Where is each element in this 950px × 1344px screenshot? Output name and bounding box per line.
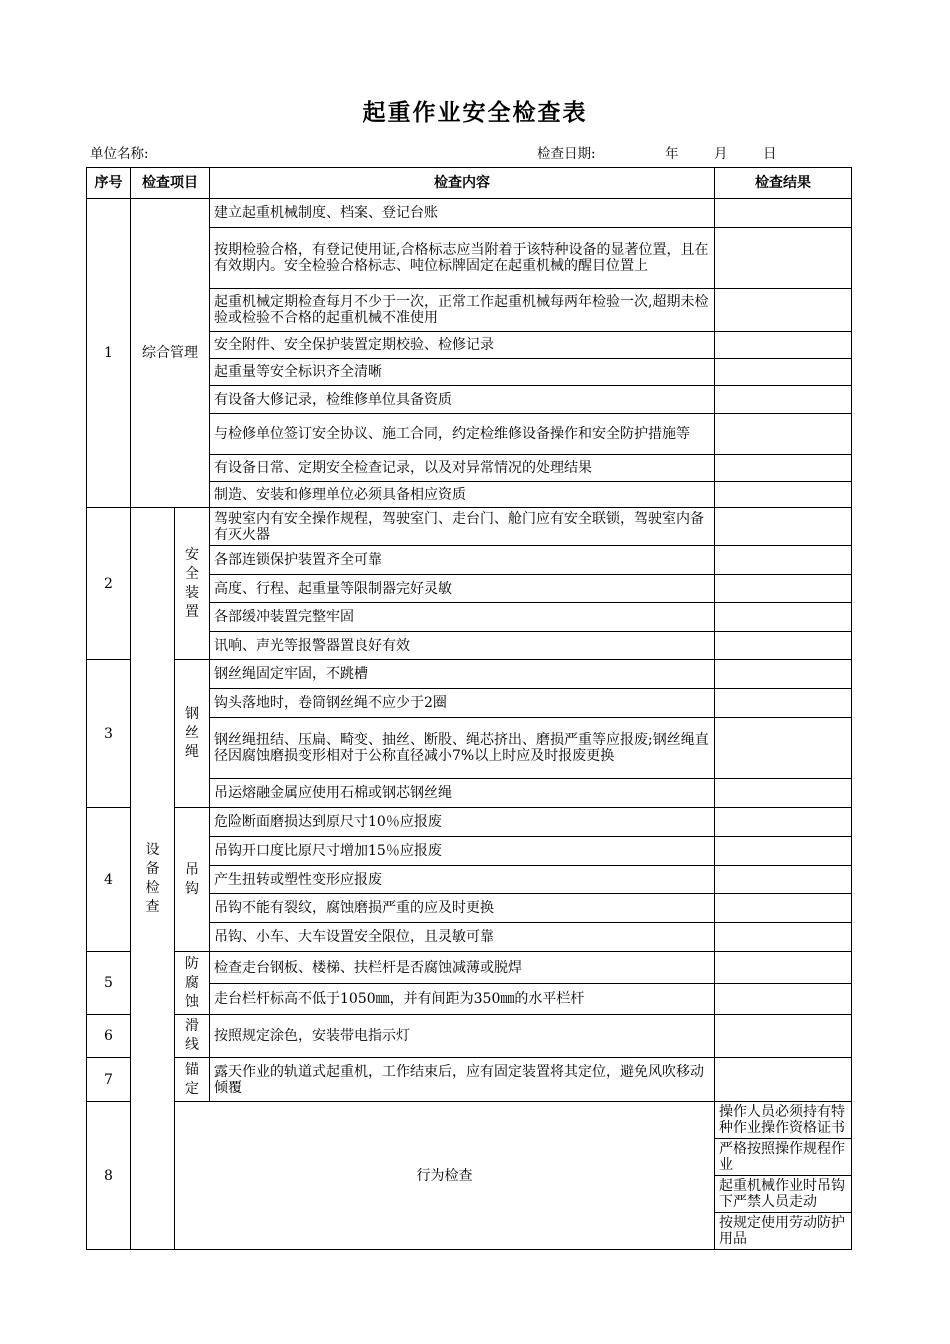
result-cell[interactable] (715, 866, 852, 894)
group-5-number: 5 (87, 952, 131, 1015)
result-cell[interactable] (715, 837, 852, 866)
result-cell[interactable] (715, 1015, 852, 1058)
col-header-no: 序号 (87, 168, 131, 199)
check-content: 安全附件、安全保护装置定期校验、检修记录 (210, 332, 715, 359)
result-cell[interactable] (715, 779, 852, 808)
check-content: 检查走台钢板、楼梯、扶栏杆是否腐蚀减薄或脱焊 (210, 952, 715, 984)
check-content: 吊钩开口度比原尺寸增加15％应报废 (210, 837, 715, 866)
check-content: 有设备日常、定期安全检查记录，以及对异常情况的处理结果 (210, 455, 715, 482)
result-cell[interactable] (715, 289, 852, 332)
check-content: 各部缓冲装置完整牢固 (210, 603, 715, 632)
month-label: 月 (714, 146, 728, 162)
result-cell[interactable] (715, 632, 852, 660)
result-cell[interactable] (715, 228, 852, 289)
sub-item-anticorrosion: 防腐蚀 (175, 952, 210, 1015)
check-content: 建立起重机械制度、档案、登记台账 (210, 199, 715, 228)
result-cell[interactable] (715, 546, 852, 575)
check-content: 有设备大修记录，检维修单位具备资质 (210, 386, 715, 414)
check-content: 吊钩、小车、大车设置安全限位，且灵敏可靠 (210, 923, 715, 952)
col-header-item: 检查项目 (131, 168, 210, 199)
group-8-item: 行为检查 (175, 1102, 715, 1250)
result-cell[interactable] (715, 332, 852, 359)
result-cell[interactable] (715, 603, 852, 632)
result-cell[interactable] (715, 482, 852, 508)
check-content: 危险断面磨损达到原尺寸10％应报废 (210, 808, 715, 837)
result-cell[interactable] (715, 923, 852, 952)
group-1-number: 1 (87, 199, 131, 508)
result-cell[interactable] (715, 455, 852, 482)
result-cell[interactable] (715, 359, 852, 386)
check-content: 吊钩不能有裂纹，腐蚀磨损严重的应及时更换 (210, 894, 715, 923)
check-content: 按规定使用劳动防护用品 (715, 1213, 852, 1250)
page-title: 起重作业安全检查表 (362, 100, 588, 126)
check-content: 起重机械作业时吊钩下严禁人员走动 (715, 1176, 852, 1213)
check-content: 起重量等安全标识齐全清晰 (210, 359, 715, 386)
sub-item-anchoring: 锚定 (175, 1058, 210, 1102)
check-content: 按期检验合格，有登记使用证,合格标志应当附着于该特种设备的显著位置，且在有效期内。安全检验合格标志、吨位标牌固定在起重机械的醒目位置上 (210, 228, 715, 289)
result-cell[interactable] (715, 414, 852, 455)
check-content: 钢丝绳扭结、压扁、畸变、抽丝、断股、绳芯挤出、磨损严重等应报废;钢丝绳直径因腐蚀磨损变形相对于公称直径减小7%以上时应及时报废更换 (210, 718, 715, 779)
result-cell[interactable] (715, 660, 852, 689)
sub-item-wire-rope: 钢丝绳 (175, 660, 210, 808)
result-cell[interactable] (715, 894, 852, 923)
result-cell[interactable] (715, 508, 852, 546)
result-cell[interactable] (715, 952, 852, 984)
sub-item-trolley-line: 滑线 (175, 1015, 210, 1058)
check-content: 操作人员必须持有特种作业操作资格证书 (715, 1102, 852, 1139)
result-cell[interactable] (715, 689, 852, 718)
result-cell[interactable] (715, 386, 852, 414)
check-date-label: 检查日期: (537, 146, 596, 162)
check-content: 高度、行程、起重量等限制器完好灵敏 (210, 575, 715, 603)
unit-name-label: 单位名称: (90, 146, 149, 162)
result-cell[interactable] (715, 199, 852, 228)
check-content: 吊运熔融金属应使用石棉或钢芯钢丝绳 (210, 779, 715, 808)
result-cell[interactable] (715, 808, 852, 837)
result-cell[interactable] (715, 575, 852, 603)
check-content: 按照规定涂色，安装带电指示灯 (210, 1015, 715, 1058)
check-content: 与检修单位签订安全协议、施工合同，约定检维修设备操作和安全防护措施等 (210, 414, 715, 455)
sub-item-safety-device: 安全装置 (175, 508, 210, 660)
group-3-number: 3 (87, 660, 131, 808)
group-8-number: 8 (87, 1102, 131, 1250)
col-header-result: 检查结果 (715, 168, 852, 199)
check-content: 各部连锁保护装置齐全可靠 (210, 546, 715, 575)
check-content: 严格按照操作规程作业 (715, 1139, 852, 1176)
result-cell[interactable] (715, 984, 852, 1015)
equipment-check-label: 设备检查 (131, 508, 175, 1250)
day-label: 日 (763, 146, 777, 162)
check-content: 起重机械定期检查每月不少于一次，正常工作起重机械每两年检验一次,超期未检验或检验不合格的起重机械不准使用 (210, 289, 715, 332)
result-cell[interactable] (715, 1058, 852, 1102)
check-content: 驾驶室内有安全操作规程，驾驶室门、走台门、舱门应有安全联锁，驾驶室内备有灭火器 (210, 508, 715, 546)
check-content: 制造、安装和修理单位必须具备相应资质 (210, 482, 715, 508)
group-6-number: 6 (87, 1015, 131, 1058)
check-content: 钢丝绳固定牢固，不跳槽 (210, 660, 715, 689)
year-label: 年 (665, 146, 679, 162)
result-cell[interactable] (715, 718, 852, 779)
group-7-number: 7 (87, 1058, 131, 1102)
inspection-table (86, 167, 852, 1250)
sub-item-hook: 吊钩 (175, 808, 210, 952)
check-content: 钩头落地时，卷筒钢丝绳不应少于2圈 (210, 689, 715, 718)
group-2-number: 2 (87, 508, 131, 660)
check-content: 讯响、声光等报警器置良好有效 (210, 632, 715, 660)
check-content: 露天作业的轨道式起重机，工作结束后，应有固定装置将其定位，避免风吹移动倾覆 (210, 1058, 715, 1102)
col-header-content: 检查内容 (210, 168, 715, 199)
check-content: 产生扭转或塑性变形应报废 (210, 866, 715, 894)
group-4-number: 4 (87, 808, 131, 952)
check-content: 走台栏杆标高不低于1050㎜，并有间距为350㎜的水平栏杆 (210, 984, 715, 1015)
group-1-item: 综合管理 (131, 199, 210, 508)
